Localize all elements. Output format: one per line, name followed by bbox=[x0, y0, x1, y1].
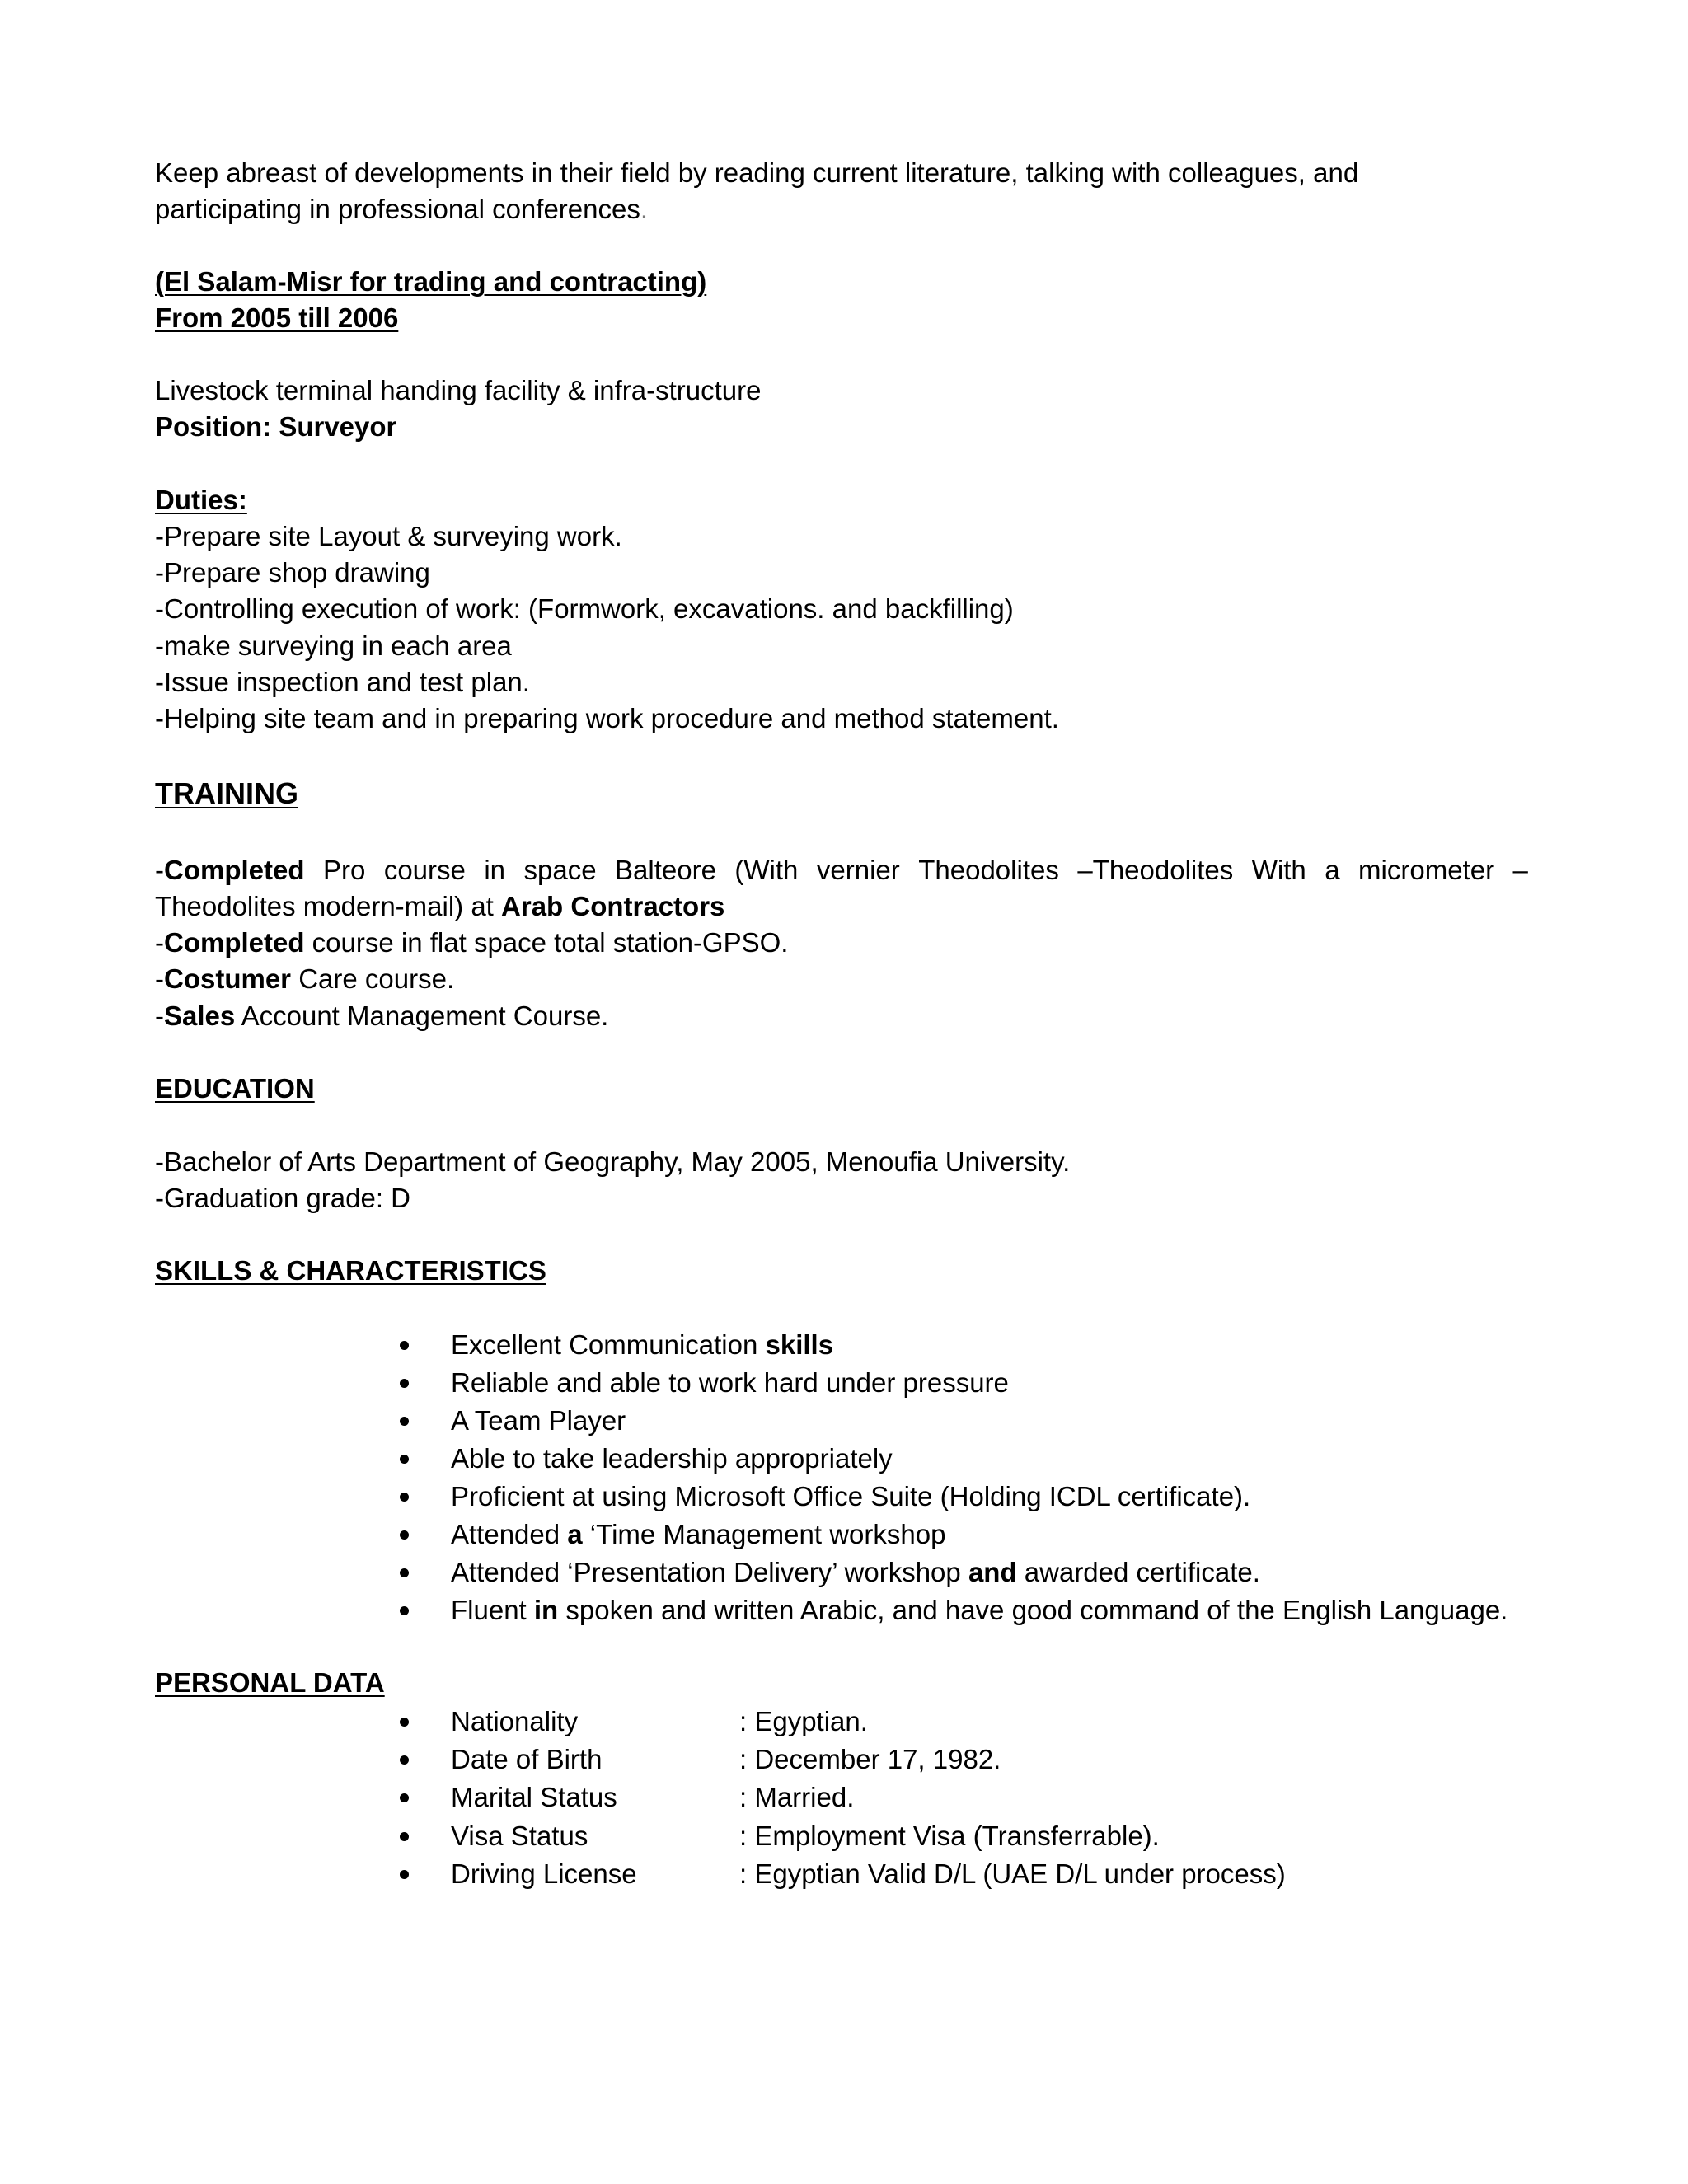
skill-text bbox=[451, 1516, 945, 1554]
personal-label: Driving License bbox=[451, 1858, 637, 1889]
training-bold: Sales bbox=[164, 1001, 236, 1031]
duty-item: -Prepare site Layout & surveying work. bbox=[155, 521, 622, 551]
personal-value: : Married. bbox=[739, 1782, 855, 1812]
personal-label: Date of Birth bbox=[451, 1744, 603, 1774]
training-word: With bbox=[1251, 855, 1306, 885]
training-word: micrometer bbox=[1358, 855, 1495, 885]
skill-text-post: awarded certificate. bbox=[1016, 1557, 1260, 1587]
skill-text bbox=[451, 1326, 833, 1364]
personal-label: Nationality bbox=[451, 1706, 579, 1736]
personal-value: : December 17, 1982. bbox=[739, 1744, 1001, 1774]
bullet-icon bbox=[400, 1568, 409, 1577]
skills-heading: SKILLS & CHARACTERISTICS bbox=[155, 1255, 546, 1286]
education-item: -Graduation grade: D bbox=[155, 1183, 411, 1213]
bullet-icon bbox=[400, 1341, 409, 1350]
training-word: in bbox=[484, 855, 506, 885]
skill-text-bold: in bbox=[533, 1595, 559, 1625]
bullet-icon bbox=[400, 1870, 409, 1879]
skill-text-pre: Fluent bbox=[451, 1595, 534, 1625]
training-text: Care course. bbox=[291, 963, 455, 994]
job-period: From 2005 till 2006 bbox=[155, 302, 399, 333]
intro-line-2-text: participating in professional conferences bbox=[155, 194, 640, 224]
training-dash: - bbox=[155, 927, 164, 958]
training-word: Balteore bbox=[615, 855, 716, 885]
skill-text-pre: A Team Player bbox=[451, 1405, 626, 1436]
skill-text bbox=[451, 1364, 1009, 1402]
skill-text-pre: Excellent Communication bbox=[451, 1329, 766, 1360]
duty-item: -Helping site team and in preparing work procedure and method statement. bbox=[155, 703, 1059, 733]
training-word: a bbox=[1325, 855, 1340, 885]
personal-value: : Egyptian. bbox=[739, 1706, 868, 1736]
personal-value: : Egyptian Valid D/L (UAE D/L under process) bbox=[739, 1858, 1286, 1889]
bullet-icon bbox=[400, 1606, 409, 1615]
duty-item: -Prepare shop drawing bbox=[155, 557, 430, 588]
intro-line-2-period: . bbox=[640, 194, 649, 224]
training-item-4 bbox=[155, 998, 608, 1034]
intro-line-1: Keep abreast of developments in their field by reading current literature, talking with colleagues, and bbox=[155, 157, 1359, 188]
bullet-icon bbox=[400, 1530, 409, 1540]
bullet-icon bbox=[400, 1379, 409, 1388]
job-project: Livestock terminal handing facility & infra-structure bbox=[155, 375, 762, 405]
personal-value: : Employment Visa (Transferrable). bbox=[739, 1821, 1160, 1851]
training-item-1-line-2 bbox=[155, 888, 724, 925]
training-item-1-text: Theodolites modern-mail) at bbox=[155, 891, 502, 921]
training-bold: Completed bbox=[164, 855, 305, 885]
skill-text-pre: Proficient at using Microsoft Office Suite (Holding ICDL certificate). bbox=[451, 1481, 1251, 1511]
duty-item: -Controlling execution of work: (Formwork, excavations. and backfilling) bbox=[155, 593, 1014, 624]
training-word: – bbox=[1512, 855, 1528, 885]
bullet-icon bbox=[400, 1718, 409, 1727]
skill-text-pre: Reliable and able to work hard under pressure bbox=[451, 1367, 1009, 1398]
skill-text bbox=[451, 1402, 626, 1440]
training-item-2 bbox=[155, 925, 788, 961]
training-word: (With bbox=[734, 855, 799, 885]
training-text: Account Management Course. bbox=[235, 1001, 609, 1031]
training-word: Theodolites bbox=[918, 855, 1059, 885]
training-word: –Theodolites bbox=[1077, 855, 1234, 885]
skill-text-bold: and bbox=[968, 1557, 1017, 1587]
skill-text bbox=[451, 1554, 1260, 1591]
duty-item: -make surveying in each area bbox=[155, 630, 512, 661]
training-bold: Completed bbox=[164, 927, 305, 958]
training-word: Pro bbox=[322, 855, 366, 885]
skill-text-pre: Attended ‘Presentation Delivery’ workshop bbox=[451, 1557, 968, 1587]
personal-heading: PERSONAL DATA bbox=[155, 1667, 385, 1698]
training-item-3 bbox=[155, 961, 454, 997]
personal-label: Visa Status bbox=[451, 1821, 588, 1851]
training-dash: - bbox=[155, 963, 164, 994]
skill-text-pre: Able to take leadership appropriately bbox=[451, 1443, 893, 1474]
intro-line-2 bbox=[155, 191, 648, 227]
personal-label: Marital Status bbox=[451, 1782, 617, 1812]
bullet-icon bbox=[400, 1493, 409, 1502]
training-heading: TRAINING bbox=[155, 776, 298, 810]
training-item-1-org: Arab Contractors bbox=[501, 891, 725, 921]
bullet-icon bbox=[400, 1755, 409, 1765]
education-item: -Bachelor of Arts Department of Geography, May 2005, Menoufia University. bbox=[155, 1146, 1071, 1177]
bullet-icon bbox=[400, 1455, 409, 1464]
training-word: space bbox=[523, 855, 597, 885]
job-company: (El Salam-Misr for trading and contracting) bbox=[155, 266, 707, 297]
skill-text-pre: Attended bbox=[451, 1519, 568, 1549]
skill-text bbox=[451, 1591, 1507, 1629]
duty-item: -Issue inspection and test plan. bbox=[155, 667, 530, 697]
training-dash: - bbox=[155, 855, 164, 885]
bullet-icon bbox=[400, 1793, 409, 1802]
skill-text bbox=[451, 1478, 1250, 1516]
training-word: vernier bbox=[816, 855, 900, 885]
training-text: course in flat space total station-GPSO. bbox=[304, 927, 789, 958]
skill-text-post: spoken and written Arabic, and have good command of the English Language. bbox=[558, 1595, 1508, 1625]
skill-text-post: ‘Time Management workshop bbox=[582, 1519, 946, 1549]
training-item-1-lead bbox=[155, 852, 305, 888]
training-bold: Costumer bbox=[164, 963, 292, 994]
education-heading: EDUCATION bbox=[155, 1073, 315, 1104]
bullet-icon bbox=[400, 1417, 409, 1426]
training-word: course bbox=[383, 855, 466, 885]
training-item-1-line-1 bbox=[155, 852, 1528, 888]
skill-text-bold: skills bbox=[765, 1329, 834, 1360]
job-position: Position: Surveyor bbox=[155, 411, 397, 442]
duties-heading: Duties: bbox=[155, 485, 247, 515]
skill-text-bold: a bbox=[567, 1519, 583, 1549]
training-dash: - bbox=[155, 1001, 164, 1031]
bullet-icon bbox=[400, 1832, 409, 1841]
skill-text bbox=[451, 1440, 893, 1478]
